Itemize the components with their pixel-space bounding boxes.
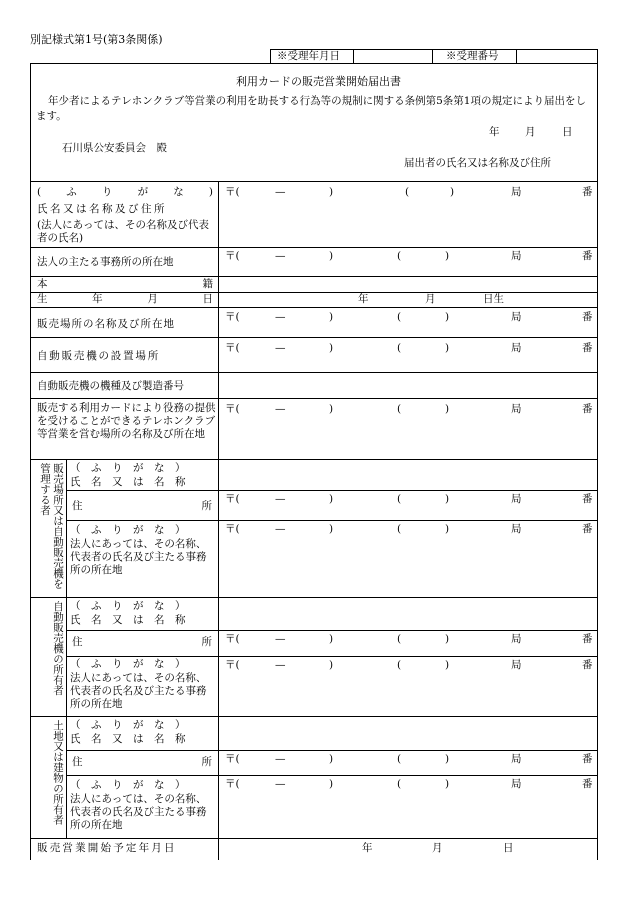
form-title: 利用カードの販売営業開始届出書 [236,75,401,88]
birth-year: 年 [358,293,369,305]
receipt-date-label: ※受理年月日 [277,50,340,62]
address-field-applicant[interactable]: 〒( — ) ( ) 局 番 [225,186,593,198]
address-field-store[interactable]: 〒( — ) ( ) 局 番 [225,311,593,323]
start-date-label: 販売営業開始予定年月日 [37,842,177,854]
start-date-year: 年 [362,842,373,854]
applicant-name-label: 氏名又は名称及び住所 [37,203,167,215]
birth-month: 月 [425,293,436,305]
owner-corp-furigana: （ ふ り が な ） [70,658,186,670]
address-field-landowner-corp[interactable]: 〒( — ) ( ) 局 番 [225,778,593,790]
landowner-corp-note: 法人にあっては、その名称、代表者の氏名及び主たる事務所の所在地 [70,793,207,831]
owner-corp-note: 法人にあっては、その名称、代表者の氏名及び主たる事務所の所在地 [70,672,207,710]
manager-corp-furigana: （ ふ り が な ） [70,524,186,536]
form-number-label: 別記様式第1号(第3条関係) [30,33,163,46]
receipt-date-field[interactable] [354,50,432,62]
office-location-label: 法人の主たる事務所の所在地 [37,256,174,268]
manager-corp-note: 法人にあっては、その名称、代表者の氏名及び主たる事務所の所在地 [70,538,207,576]
vending-model-label: 自動販売機の機種及び製造番号 [37,380,184,392]
manager-furigana: （ ふ り が な ） [70,462,186,474]
addressee: 石川県公安委員会 殿 [62,142,167,154]
date-year: 年 [489,126,500,138]
landowner-furigana: （ ふ り が な ） [70,719,186,731]
address-field-manager-corp[interactable]: 〒( — ) ( ) 局 番 [225,523,593,535]
service-place-label: 販売する利用カードにより役務の提供を受けることができるテレホンクラブ等営業を営む場所の名称及び所在地 [37,402,216,440]
owner-address-label: 住 所 [72,636,212,648]
owner-group-label: 自動販売機の所有者 [52,601,64,696]
birth-day: 日生 [483,293,504,305]
honseki-label: 本 籍 [37,278,213,290]
vending-location-label: 自動販売機の設置場所 [37,350,160,362]
landowner-address-label: 住 所 [72,756,212,768]
intro-text: 年少者によるテレホンクラブ等営業の利用を助長する行為等の規制に関する条例第5条第1項の規定により届出をします。 [36,95,586,122]
address-field-vending[interactable]: 〒( — ) ( ) 局 番 [225,342,593,354]
landowner-group-label: 土地又は建物の所有者 [52,720,64,825]
address-field-owner-corp[interactable]: 〒( — ) ( ) 局 番 [225,659,593,671]
address-field-owner[interactable]: 〒( — ) ( ) 局 番 [225,633,593,645]
applicant-label: 届出者の氏名又は名称及び住所 [404,157,551,169]
address-field-office[interactable]: 〒( — ) ( ) 局 番 [225,250,593,262]
date-day: 日 [562,126,573,138]
landowner-name-label: 氏 名 又 は 名 称 [70,733,186,745]
manager-address-label: 住 所 [72,500,212,512]
address-field-landowner[interactable]: 〒( — ) ( ) 局 番 [225,753,593,765]
address-field-manager[interactable]: 〒( — ) ( ) 局 番 [225,493,593,505]
owner-furigana: （ ふ り が な ） [70,600,186,612]
store-name-label: 販売場所の名称及び所在地 [37,318,175,330]
date-month: 月 [525,126,536,138]
landowner-corp-furigana: （ ふ り が な ） [70,779,186,791]
manager-name-label: 氏 名 又 は 名 称 [70,476,186,488]
owner-name-label: 氏 名 又 は 名 称 [70,614,186,626]
receipt-number-label: ※受理番号 [446,50,499,62]
applicant-note: (法人にあっては、その名称及び代表者の氏名) [37,219,209,244]
start-date-month: 月 [432,842,443,854]
start-date-day: 日 [503,842,514,854]
address-field-service[interactable]: 〒( — ) ( ) 局 番 [225,403,593,415]
manager-group-label: 販売場所又は自動販売機を管理する者 [39,463,64,589]
furigana-label: ( ふ り が な ) [37,186,213,198]
birth-label: 生 年 月 日 [37,293,213,305]
receipt-number-field[interactable] [517,50,597,62]
